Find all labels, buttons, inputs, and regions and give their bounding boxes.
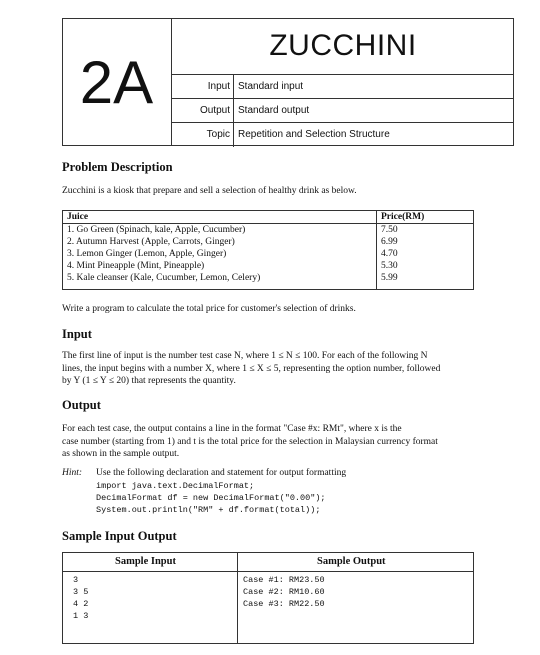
- input-description: [62, 350, 482, 388]
- code-line: DecimalFormat df = new DecimalFormat("0.00");: [96, 493, 326, 503]
- problem-description-heading: Problem Description: [62, 160, 173, 174]
- hint-label: Hint:: [62, 468, 83, 478]
- table-divider: [237, 553, 238, 643]
- input-heading: Input: [62, 327, 92, 341]
- juice-price: 7.50: [381, 225, 398, 235]
- meta-row-output: [172, 98, 514, 123]
- sample-input-line: 3 5: [73, 587, 89, 597]
- juice-price: 4.70: [381, 249, 398, 259]
- meta-key: Input: [172, 75, 234, 99]
- price-column-header: Price(RM): [381, 212, 425, 222]
- text-line: lines, the input begins with a number X, where 1 ≤ X ≤ 5, representing the option number, followed: [62, 363, 441, 374]
- sample-output-line: Case #2: RM10.60: [243, 587, 325, 597]
- juice-item: 2. Autumn Harvest (Apple, Carrots, Ginger): [67, 237, 235, 247]
- sample-output-header: Sample Output: [317, 556, 386, 567]
- problem-intro: Zucchini is a kiosk that prepare and sell a selection of healthy drink as below.: [62, 186, 357, 196]
- meta-value: Repetition and Selection Structure: [238, 129, 390, 140]
- meta-key: Topic: [172, 123, 234, 147]
- hint-text: Use the following declaration and statement for output formatting: [96, 468, 347, 478]
- juice-item: 4. Mint Pineapple (Mint, Pineapple): [67, 261, 205, 271]
- juice-price: 6.99: [381, 237, 398, 247]
- sample-input-line: 3: [73, 575, 79, 585]
- juice-price: 5.99: [381, 273, 398, 283]
- sample-input-header: Sample Input: [115, 556, 176, 567]
- output-heading: Output: [62, 398, 101, 412]
- text-line: by Y (1 ≤ Y ≤ 20) that represents the quantity.: [62, 376, 236, 386]
- sample-heading: Sample Input Output: [62, 529, 177, 543]
- code-line: import java.text.DecimalFormat;: [96, 481, 255, 491]
- task-statement: Write a program to calculate the total price for customer's selection of drinks.: [62, 304, 356, 314]
- text-line: case number (starting from 1) and t is the total price for the selection in Malaysian currency format: [62, 436, 438, 447]
- text-line: For each test case, the output contains a line in the format "Case #x: RMt", where x is the: [62, 424, 402, 434]
- sample-output-line: Case #1: RM23.50: [243, 575, 325, 585]
- code-line: System.out.println("RM" + df.format(total));: [96, 505, 321, 515]
- juice-column-header: Juice: [67, 212, 89, 222]
- table-header-line: [63, 571, 473, 572]
- juice-item: 1. Go Green (Spinach, kale, Apple, Cucumber): [67, 225, 246, 235]
- output-description: [62, 423, 482, 461]
- meta-value: Standard input: [238, 81, 304, 92]
- meta-row-topic: [172, 122, 514, 147]
- juice-price-table: [62, 210, 474, 290]
- problem-code: 2A: [62, 18, 172, 146]
- meta-key: Output: [172, 99, 234, 123]
- sample-input-line: 4 2: [73, 599, 89, 609]
- text-line: The first line of input is the number test case N, where 1 ≤ N ≤ 100. For each of the following N: [62, 351, 428, 361]
- juice-item: 3. Lemon Ginger (Lemon, Apple, Ginger): [67, 249, 227, 259]
- juice-price: 5.30: [381, 261, 398, 271]
- sample-input-line: 1 3: [73, 611, 89, 621]
- juice-item: 5. Kale cleanser (Kale, Cucumber, Lemon, Celery): [67, 273, 261, 283]
- code-snippet: [96, 480, 326, 516]
- sample-io-table: [62, 552, 474, 644]
- problem-title: ZUCCHINI: [269, 29, 417, 62]
- meta-value: Standard output: [238, 105, 310, 116]
- meta-row-input: [172, 74, 514, 99]
- sample-output-line: Case #3: RM22.50: [243, 599, 325, 609]
- text-line: as shown in the sample output.: [62, 449, 180, 459]
